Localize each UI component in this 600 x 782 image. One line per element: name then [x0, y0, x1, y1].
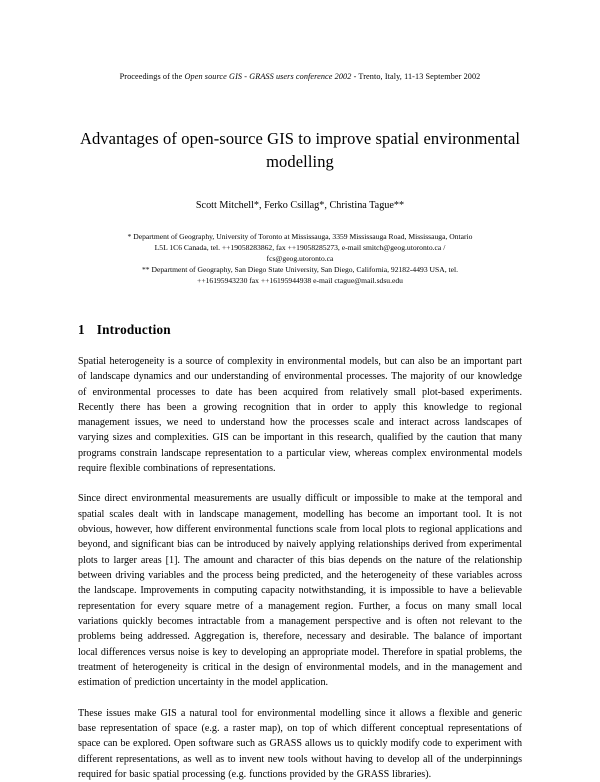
- paragraph: Spatial heterogeneity is a source of complexity in environmental models, but can also be an important part of landscape dynamics and our understanding of environmental processes. The majority of our knowledge of environmental processes to date has been acquired from relatively small plot-based experiments. Recently there has been a growing recognition that in order to apply this knowledge to regional management issues, we need to understand how the processes scale and interact across landscapes of varying sizes and complexities. GIS can be important in this research, qualified by the caution that many programs constrain landscape representation to a particular view, whereas complex environmental models require flexible combinations of representations.: [78, 355, 522, 475]
- section-number: 1: [78, 321, 85, 337]
- proceedings-conference-name: Open source GIS - GRASS users conference 2002: [184, 72, 352, 81]
- author-list: Scott Mitchell*, Ferko Csillag*, Christina Tague**: [195, 199, 405, 211]
- paragraph: Since direct environmental measurements are usually difficult or impossible to make at the temporal and spatial scales dealt with in landscape management, modelling has become an important tool. It is not obvious, however, how different environmental functions scale from local plots to regional applications and beyond, and significant bias can be introduced by naively applying relationships derived from experimental plots to larger areas [1]. The amount and character of this bias depends on the nature of the relationship between driving variables and the process being predicted, and the heterogeneity of these variables across the landscape. Improvements in computing capacity notwithstanding, it is impossible to have a believable representation for every square metre of a management region. Further, a focus on many small local variations quickly becomes intractable from a management perspective and is often not relevant to the problems being addressed. Aggregation is, therefore, necessary and desirable. The balance of important local differences versus noise is key to developing an appropriate model. Therefore in spatial problems, the treatment of heterogeneity is critical in the design of environmental models, and in the management and estimation of prediction uncertainty in the model application.: [78, 493, 522, 689]
- affiliation-line: ** Department of Geography, San Diego State University, San Diego, California, 92182-4493 USA, tel.: [142, 264, 458, 274]
- page-title: Advantages of open-source GIS to improve spatial environmental modelling: [79, 129, 521, 172]
- paragraph: These issues make GIS a natural tool for environmental modelling since it allows a flexible and generic base representation of space (e.g. a raster map), on top of which different conceptual representations of space can be explored. Open software such as GRASS allows us to quickly modify code to experiment with different representations, as well as to invent new tools without having to develop all of the underpinnings required for basic spatial processing (e.g. functions provided by the GRASS libraries).: [78, 707, 522, 781]
- affiliation-line: ++16195943230 fax ++16195944938 e-mail ctague@mail.sdsu.edu: [197, 275, 403, 285]
- proceedings-header: [78, 72, 522, 81]
- affiliation-line: fcs@geog.utoronto.ca: [266, 253, 334, 263]
- section-title: Introduction: [96, 321, 171, 337]
- affiliation-line: * Department of Geography, University of Toronto at Mississauga, 3359 Mississauga Road, Mississauga, Ontario: [127, 231, 473, 241]
- affiliations-block: [78, 231, 522, 286]
- section-heading-introduction: [78, 322, 522, 338]
- affiliation-line: L5L 1C6 Canada, tel. ++19058283862, fax ++19058285273, e-mail smitch@geog.utoronto.ca /: [154, 242, 446, 252]
- proceedings-prefix: Proceedings of the: [119, 72, 185, 81]
- proceedings-suffix: - Trento, Italy, 11-13 September 2002: [351, 72, 481, 81]
